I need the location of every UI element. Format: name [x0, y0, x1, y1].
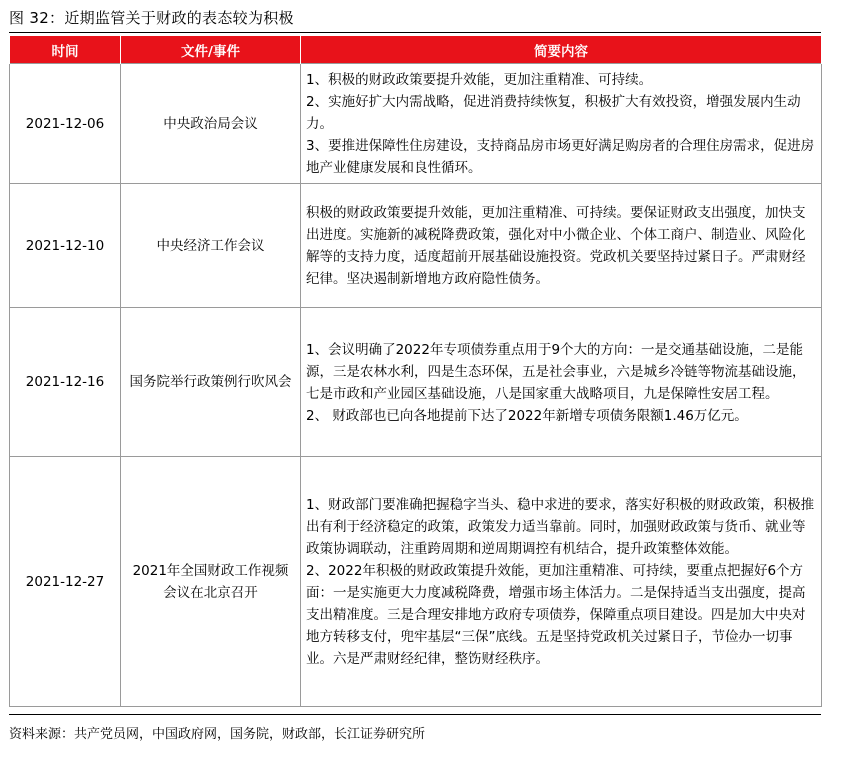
header-event: 文件/事件 [121, 36, 301, 64]
row-event: 国务院举行政策例行吹风会 [121, 308, 301, 457]
header-summary: 简要内容 [301, 36, 822, 64]
row-date: 2021-12-10 [10, 184, 121, 308]
table-row [10, 308, 822, 457]
content-paragraph: 1、财政部门要准确把握稳字当头、稳中求进的要求，落实好积极的财政政策，积极推出有利于经济稳定的政策，政策发力适当靠前。同时，加强财政政策与货币、就业等政策协调联动，注重跨周期和逆周期调控有机结合，提升政策整体效能。 [306, 497, 815, 557]
row-date: 2021-12-06 [10, 64, 121, 184]
table-header-row [10, 36, 822, 64]
figure-title: 图 32：近期监管关于财政的表态较为积极 [9, 9, 294, 27]
row-event: 中央政治局会议 [121, 64, 301, 184]
table-row [10, 64, 822, 184]
content-paragraph: 2、 财政部也已向各地提前下达了2022年新增专项债务限额1.46万亿元。 [306, 407, 748, 424]
policy-table [9, 36, 822, 707]
title-divider [9, 32, 821, 33]
content-paragraph: 2、实施好扩大内需战略，促进消费持续恢复，积极扩大有效投资，增强发展内生动力。 [306, 94, 801, 132]
content-paragraph: 2、2022年积极的财政政策提升效能，更加注重精准、可持续，要重点把握好6个方面：一是实施更大力度减税降费，增强市场主体活力。二是保持适当支出强度，提高支出精准度。三是合理安排地方政府专项债券，保障重点项目建设。四是加大中央对地方转移支付，兜牢基层“三保”底线。五是坚持党政机关过紧日子，节俭办一切事业。六是严肃财经纪律，整饬财经秩序。 [306, 563, 806, 667]
row-content [301, 457, 822, 707]
row-content [301, 64, 822, 184]
row-event: 中央经济工作会议 [121, 184, 301, 308]
content-paragraph: 3、要推进保障性住房建设，支持商品房市场更好满足购房者的合理住房需求，促进房地产业健康发展和良性循环。 [306, 138, 815, 176]
table-row [10, 457, 822, 707]
row-event: 2021年全国财政工作视频会议在北京召开 [121, 457, 301, 707]
content-paragraph: 1、积极的财政政策要提升效能，更加注重精准、可持续。 [306, 72, 653, 88]
row-date: 2021-12-27 [10, 457, 121, 707]
row-date: 2021-12-16 [10, 308, 121, 457]
content-paragraph: 积极的财政政策要提升效能，更加注重精准、可持续。要保证财政支出强度，加快支出进度。实施新的减税降费政策，强化对中小微企业、个体工商户、制造业、风险化解等的支持力度，适度超前开展基础设施投资。党政机关要坚持过紧日子。严肃财经纪律。坚决遏制新增地方政府隐性债务。 [306, 205, 806, 287]
row-content [301, 184, 822, 308]
header-date: 时间 [10, 36, 121, 64]
source-note: 资料来源：共产党员网，中国政府网，国务院，财政部，长江证券研究所 [9, 727, 426, 742]
source-divider [9, 714, 821, 715]
content-paragraph: 1、会议明确了2022年专项债券重点用于9个大的方向：一是交通基础设施，二是能源，三是农林水利，四是生态环保，五是社会事业，六是城乡冷链等物流基础设施，七是市政和产业园区基础设施，八是国家重大战略项目，九是保障性安居工程。 [306, 341, 806, 402]
table-row [10, 184, 822, 308]
row-content [301, 308, 822, 457]
